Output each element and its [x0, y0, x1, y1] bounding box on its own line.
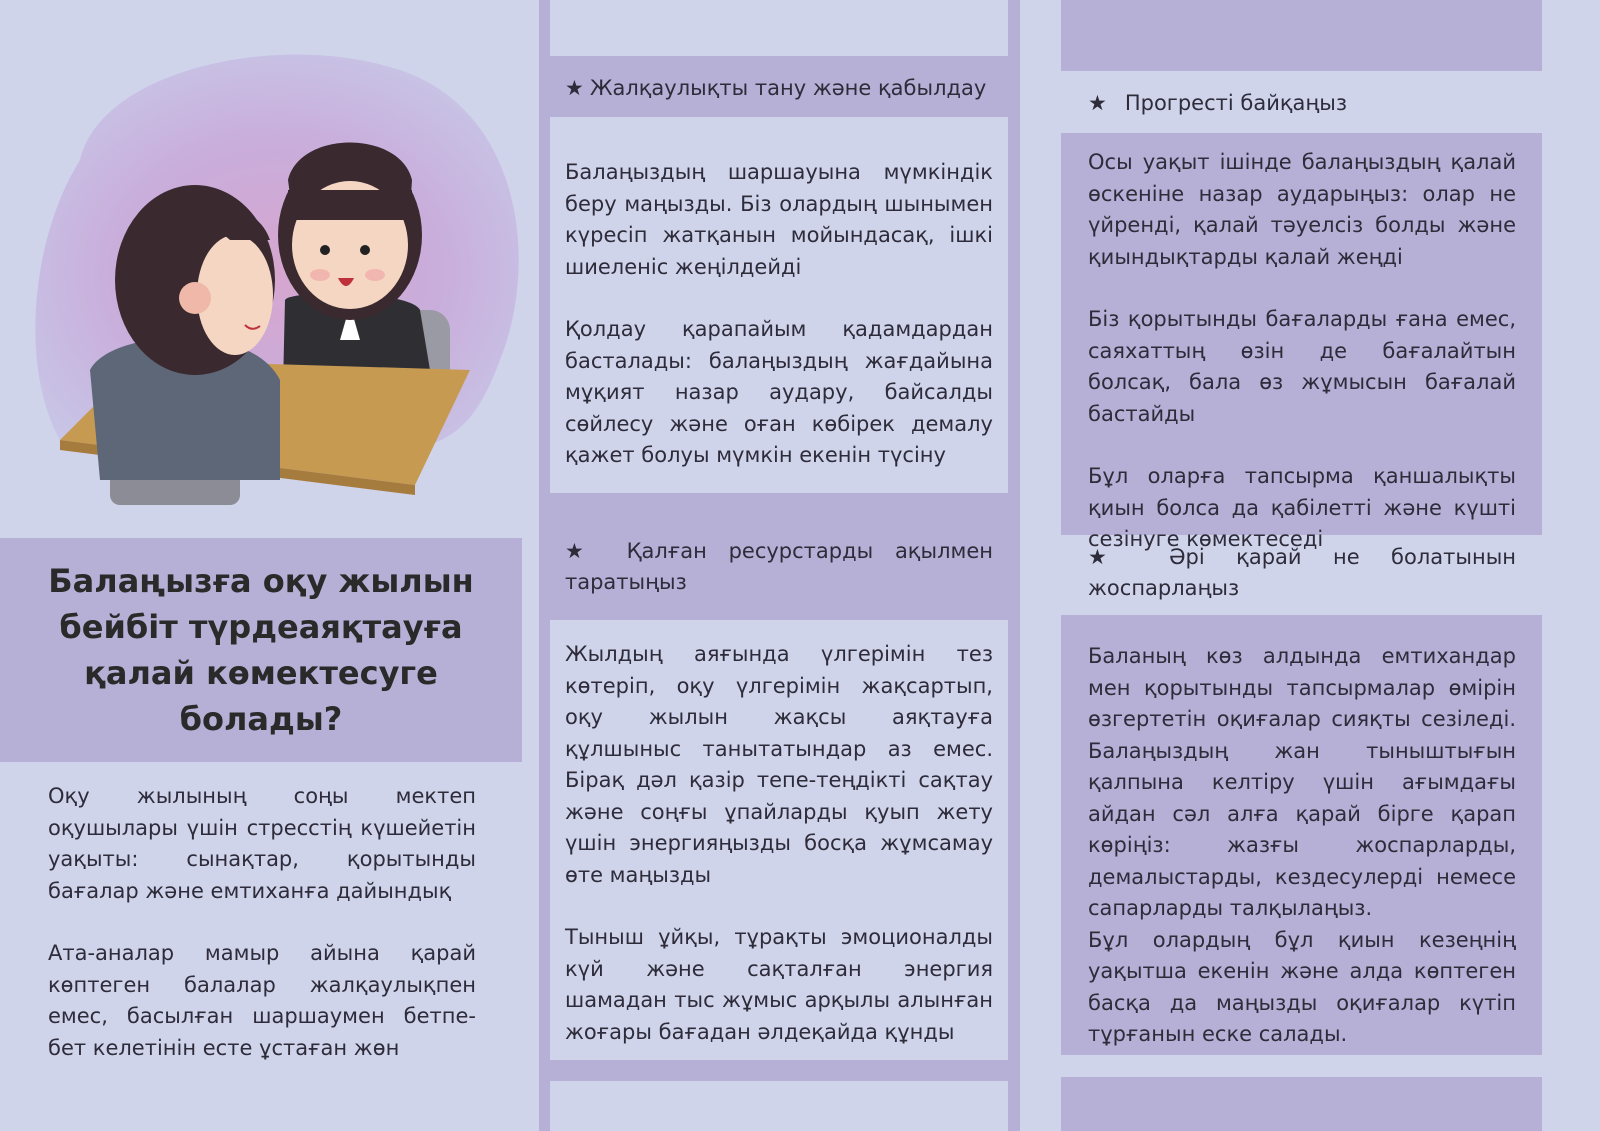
section1-paragraph-2: Қолдау қарапайым қадамдардан басталады: балаңыздың жағдайына мұқият назар аудару, байсалды сөйлесу және оған көбірек демалу қажет болуы мүмкін екенін түсіну: [565, 317, 993, 467]
column3-top-block: [1061, 0, 1542, 71]
section4-heading: [1088, 542, 1516, 604]
page-title: Балаңызға оқу жылын бейбіт түрдеаяқтауға қалай көмектесуге болады?: [48, 562, 474, 738]
section1-body: [565, 157, 993, 472]
star-icon: ★: [1088, 91, 1107, 115]
column3-bottom-block: [1061, 1077, 1542, 1131]
section2-heading-text: Қалған ресурстарды ақылмен таратыңыз: [565, 539, 993, 594]
section4-paragraph-1: Баланың көз алдында емтихандар мен қорытынды тапсырмалар өмірін өзгертетін оқиғалар сияқты сезіледі. Балаңыздың жан тыныштығын қалпына келтіру үшін ағымдағы айдан сәл алға қарай бірге қарап көріңіз: жазғы жоспарларды, демалыстарды, кездесулерді немесе сапарларды талқылаңыз.: [1088, 644, 1516, 920]
section4-body: [1088, 641, 1516, 1051]
illustration: [20, 40, 530, 520]
intro-paragraph-1: Оқу жылының соңы мектеп оқушылары үшін стресстің күшейетін уақыты: сынақтар, қорытынды бағалар және емтиханға дайындық: [48, 784, 476, 903]
section1-paragraph-1: Балаңыздың шаршауына мүмкіндік беру маңызды. Біз олардың шынымен күресіп жатқанын мойындасақ, ішкі шиеленіс жеңілдейді: [565, 160, 993, 279]
star-icon: ★: [1088, 545, 1132, 569]
section4-heading-text: Әрі қарай не болатынын жоспарлаңыз: [1088, 545, 1517, 600]
section3-heading: [1088, 88, 1516, 119]
section3-body: [1088, 147, 1516, 556]
section4-paragraph-2: Бұл олардың бұл қиын кезеңнің уақытша екенін және алда көптеген басқа да маңызды оқиғалар күтіп тұрғанын еске салады.: [1088, 927, 1516, 1046]
intro-text: [48, 781, 476, 1064]
section2-paragraph-2: Тыныш ұйқы, тұрақты эмоционалды күй және сақталған энергия шамадан тыс жұмыс арқылы алынған жоғары бағадан әлдеқайда құнды: [565, 925, 993, 1044]
star-icon: ★: [565, 76, 584, 100]
star-icon: ★: [565, 539, 599, 563]
intro-paragraph-2: Ата-аналар мамыр айына қарай көптеген балалар жалқаулықпен емес, басылған шаршаумен бетпе-бет келетінін есте ұстаған жөн: [48, 941, 476, 1060]
section1-heading: [565, 73, 995, 104]
section2-body: [565, 639, 993, 1048]
section2-paragraph-1: Жылдың аяғында үлгерімін тез көтеріп, оқу үлгерімін жақсартып, оқу жылын жақсы аяқтауға құлшыныс танытатындар аз емес. Бірақ дәл қазір тепе-теңдікті сақтау және соңғы ұпайларды қуып жету үшін энергияңызды босқа жұмсамау өте маңызды: [565, 642, 993, 887]
section3-heading-text: Прогресті байқаңыз: [1124, 91, 1348, 115]
section3-paragraph-2: Біз қорытынды бағаларды ғана емес, саяхаттың өзін де бағалайтын болсақ, бала өз жұмысын бағалай бастайды: [1088, 307, 1516, 426]
column2-bottom-block: [550, 1081, 1008, 1131]
section2-heading: [565, 536, 993, 598]
column2-top-block: [550, 0, 1008, 56]
section3-paragraph-3: Бұл оларға тапсырма қаншалықты қиын болса да қабілетті және күшті сезінуге көмектеседі: [1088, 464, 1516, 551]
two-students-talking-illustration: [20, 40, 530, 520]
section1-heading-text: Жалқаулықты тану және қабылдау: [589, 76, 987, 100]
section3-paragraph-1: Осы уақыт ішінде балаңыздың қалай өскеніне назар аударыңыз: олар не үйренді, қалай тәуелсіз болды және қиындықтарды қалай жеңді: [1088, 150, 1516, 269]
